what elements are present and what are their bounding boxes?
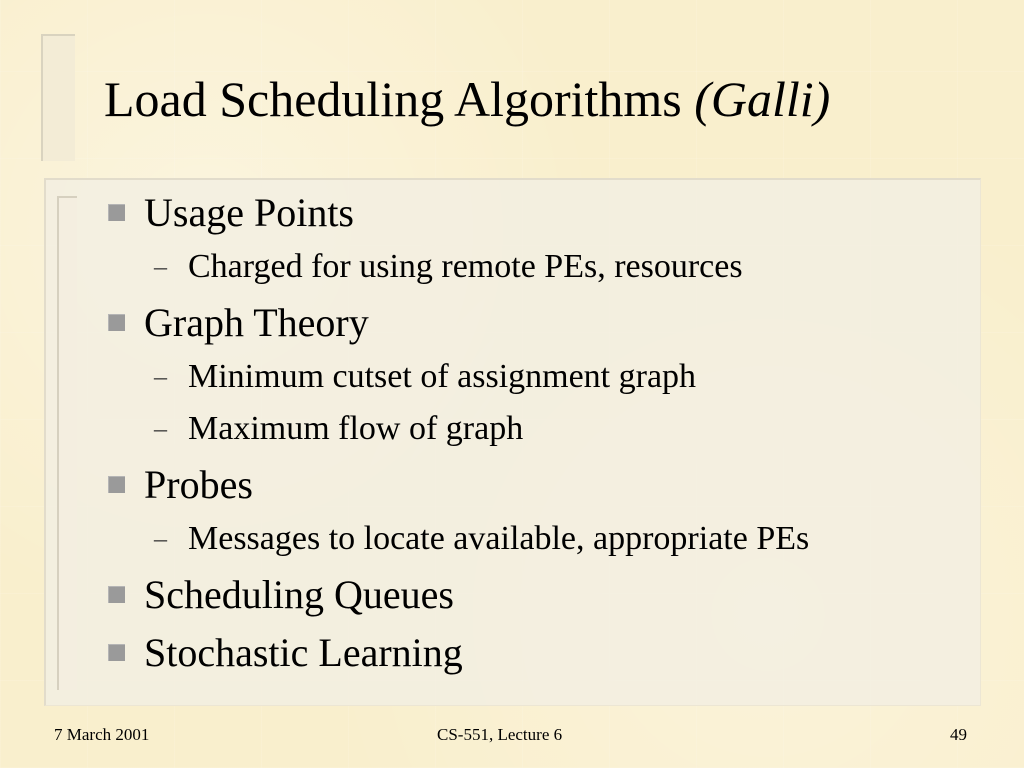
dash-bullet-icon: – [154, 414, 167, 443]
bullet-item [104, 625, 964, 681]
footer-date: 7 March 2001 [54, 725, 150, 744]
title-accent-bar [41, 34, 75, 161]
sub-bullet-text: Minimum cutset of assignment graph [188, 358, 697, 395]
bullet-item [104, 185, 964, 241]
square-bullet-icon [108, 586, 125, 603]
sub-bullet-item [104, 513, 964, 565]
dash-bullet-icon: – [154, 252, 167, 281]
bullet-item [104, 295, 964, 351]
slide-title [104, 72, 830, 127]
bullet-list [104, 183, 964, 681]
square-bullet-icon [108, 314, 125, 331]
bullet-text: Graph Theory [144, 300, 369, 345]
bullet-item [104, 567, 964, 623]
footer-page-number: 49 [950, 725, 967, 744]
footer-course: CS-551, Lecture 6 [437, 725, 563, 744]
square-bullet-icon [108, 644, 125, 661]
sub-bullet-text: Charged for using remote PEs, resources [188, 248, 743, 285]
sub-bullet-text: Maximum flow of graph [188, 410, 524, 447]
dash-bullet-icon: – [154, 524, 167, 553]
bullet-text: Probes [144, 462, 253, 507]
sub-bullet-item [104, 351, 964, 403]
sub-bullet-item [104, 241, 964, 293]
bullet-item [104, 457, 964, 513]
content-accent-bar [57, 196, 77, 690]
bullet-text: Scheduling Queues [144, 572, 454, 617]
title-emphasis: (Galli) [694, 71, 831, 127]
sub-bullet-text: Messages to locate available, appropriate PEs [188, 520, 810, 557]
sub-bullet-item [104, 403, 964, 455]
square-bullet-icon [108, 476, 125, 493]
dash-bullet-icon: – [154, 362, 167, 391]
bullet-text: Usage Points [144, 190, 354, 235]
title-text: Load Scheduling Algorithms [104, 71, 682, 127]
bullet-text: Stochastic Learning [144, 630, 463, 675]
square-bullet-icon [108, 204, 125, 221]
